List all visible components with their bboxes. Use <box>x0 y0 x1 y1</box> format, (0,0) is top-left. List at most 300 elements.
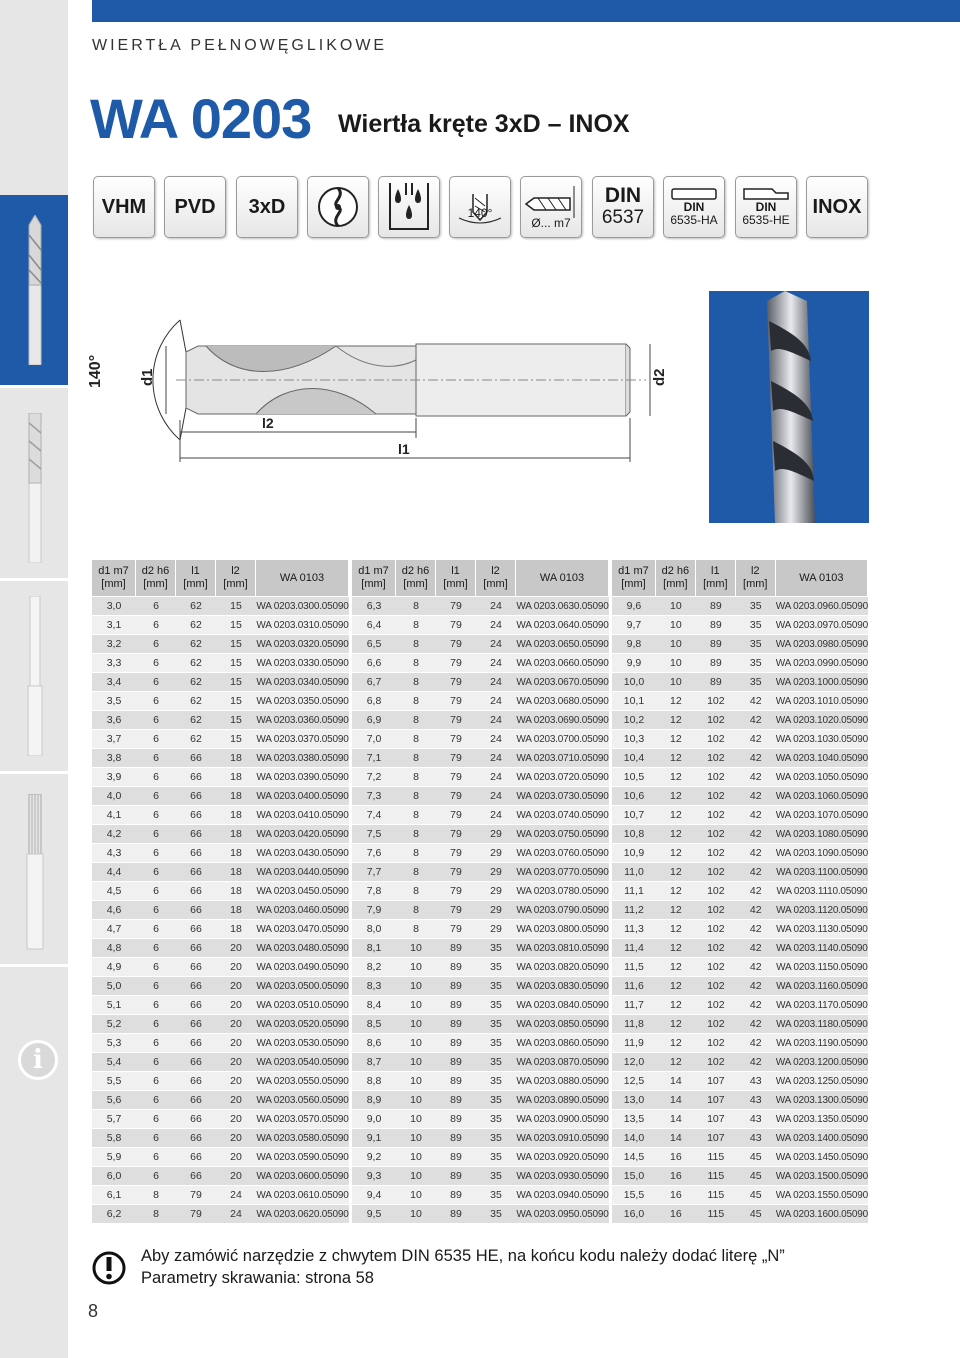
table-row <box>352 919 609 938</box>
table-row <box>612 786 868 805</box>
column-header-line1: d2 h6 <box>401 565 430 577</box>
table-cell: 14 <box>656 1109 696 1128</box>
table-row <box>92 919 349 938</box>
table-cell: 18 <box>216 900 256 919</box>
table-cell: WA 0203.0710.05090 <box>516 748 609 767</box>
table-cell: 14,5 <box>612 1147 656 1166</box>
table-cell: WA 0203.1130.05090 <box>776 919 868 938</box>
table-cell: 89 <box>436 1052 476 1071</box>
table-cell: WA 0203.1040.05090 <box>776 748 868 767</box>
table-cell: 20 <box>216 1071 256 1090</box>
table-cell: 102 <box>696 881 736 900</box>
table-cell: 102 <box>696 805 736 824</box>
table-cell: 16 <box>656 1204 696 1223</box>
table-row <box>612 1166 868 1185</box>
column-header-line2: [mm] <box>621 578 646 590</box>
table-cell: 62 <box>176 596 216 615</box>
table-cell: 20 <box>216 1033 256 1052</box>
l2-dim-label: l2 <box>262 415 274 431</box>
table-cell: 18 <box>216 881 256 900</box>
table-cell: WA 0203.0780.05090 <box>516 881 609 900</box>
table-cell: 35 <box>736 653 776 672</box>
table-cell: WA 0203.1300.05090 <box>776 1090 868 1109</box>
table-cell: 18 <box>216 786 256 805</box>
table-cell: WA 0203.1550.05090 <box>776 1185 868 1204</box>
table-cell: 6 <box>136 976 176 995</box>
table-cell: 10 <box>656 672 696 691</box>
table-cell: WA 0203.0850.05090 <box>516 1014 609 1033</box>
table-cell: WA 0203.1050.05090 <box>776 767 868 786</box>
table-cell: 6,2 <box>92 1204 136 1223</box>
table-cell: 29 <box>476 919 516 938</box>
table-cell: 10 <box>396 1033 436 1052</box>
table-cell: 35 <box>476 1109 516 1128</box>
table-cell: 29 <box>476 824 516 843</box>
table-row <box>352 748 609 767</box>
table-cell: WA 0203.1010.05090 <box>776 691 868 710</box>
table-cell: 7,9 <box>352 900 396 919</box>
table-cell: 12 <box>656 919 696 938</box>
table-cell: 6 <box>136 615 176 634</box>
table-cell: 12 <box>656 881 696 900</box>
table-cell: WA 0203.0450.05090 <box>256 881 349 900</box>
table-cell: 6 <box>136 1128 176 1147</box>
table-cell: 14 <box>656 1071 696 1090</box>
table-cell: 66 <box>176 938 216 957</box>
table-cell: 62 <box>176 691 216 710</box>
table-cell: 5,1 <box>92 995 136 1014</box>
table-cell: 15 <box>216 710 256 729</box>
feature-vhm-label: VHM <box>101 195 147 218</box>
table-cell: 10 <box>396 1071 436 1090</box>
table-row <box>352 862 609 881</box>
table-cell: 42 <box>736 900 776 919</box>
table-cell: 5,6 <box>92 1090 136 1109</box>
table-cell: WA 0203.0930.05090 <box>516 1166 609 1185</box>
feature-cross-section <box>307 176 369 238</box>
table-cell: 79 <box>436 786 476 805</box>
table-cell: 102 <box>696 900 736 919</box>
feature-point-angle <box>449 176 511 238</box>
table-cell: WA 0203.0790.05090 <box>516 900 609 919</box>
table-row <box>92 748 349 767</box>
table-cell: 6 <box>136 672 176 691</box>
table-cell: 10 <box>396 976 436 995</box>
table-cell: WA 0203.0470.05090 <box>256 919 349 938</box>
table-cell: 8 <box>396 748 436 767</box>
table-cell: 4,3 <box>92 843 136 862</box>
table-cell: 8,2 <box>352 957 396 976</box>
table-cell: 10,7 <box>612 805 656 824</box>
table-cell: 6,7 <box>352 672 396 691</box>
table-cell: 24 <box>476 634 516 653</box>
table-cell: 15 <box>216 672 256 691</box>
column-header-line1: d1 m7 <box>98 565 129 577</box>
endmill-side-icon <box>27 413 43 563</box>
table-row <box>352 1204 609 1223</box>
table-cell: 35 <box>736 596 776 615</box>
table-cell: 8,7 <box>352 1052 396 1071</box>
table-cell: 8 <box>396 691 436 710</box>
table-cell: 11,7 <box>612 995 656 1014</box>
table-cell: 4,6 <box>92 900 136 919</box>
table-cell: 35 <box>476 1204 516 1223</box>
product-subtitle: Wiertła kręte 3xD – INOX <box>338 110 630 138</box>
table-cell: 14 <box>656 1128 696 1147</box>
table-cell: WA 0203.1600.05090 <box>776 1204 868 1223</box>
column-header <box>612 560 656 596</box>
table-cell: 20 <box>216 957 256 976</box>
table-cell: 42 <box>736 976 776 995</box>
table-cell: 7,2 <box>352 767 396 786</box>
table-cell: 9,3 <box>352 1166 396 1185</box>
column-header <box>92 560 136 596</box>
table-cell: 12 <box>656 1033 696 1052</box>
table-cell: 6 <box>136 938 176 957</box>
table-cell: WA 0203.0690.05090 <box>516 710 609 729</box>
table-cell: 79 <box>436 767 476 786</box>
table-cell: 66 <box>176 900 216 919</box>
column-header-line1: l1 [mm] <box>703 565 728 590</box>
table-row <box>352 995 609 1014</box>
table-cell: 20 <box>216 1128 256 1147</box>
table-cell: 79 <box>436 710 476 729</box>
table-cell: 10 <box>396 1128 436 1147</box>
sidebar-tab-taps[interactable] <box>0 774 68 964</box>
table-cell: 5,5 <box>92 1071 136 1090</box>
table-cell: 102 <box>696 919 736 938</box>
table-cell: 42 <box>736 786 776 805</box>
table-cell: 42 <box>736 748 776 767</box>
table-cell: 42 <box>736 824 776 843</box>
table-cell: 6 <box>136 995 176 1014</box>
table-cell: WA 0203.0800.05090 <box>516 919 609 938</box>
table-cell: WA 0203.1080.05090 <box>776 824 868 843</box>
table-cell: 6 <box>136 710 176 729</box>
table-cell: WA 0203.0980.05090 <box>776 634 868 653</box>
table-cell: 8,9 <box>352 1090 396 1109</box>
table-cell: 35 <box>476 1033 516 1052</box>
table-cell: 89 <box>436 1090 476 1109</box>
table-cell: 10,3 <box>612 729 656 748</box>
table-cell: 10 <box>396 1166 436 1185</box>
table-row <box>92 1147 349 1166</box>
table-cell: WA 0203.0550.05090 <box>256 1071 349 1090</box>
column-header <box>516 560 609 596</box>
table-cell: 18 <box>216 824 256 843</box>
table-row <box>92 634 349 653</box>
table-cell: 29 <box>476 881 516 900</box>
table-cell: 6 <box>136 1090 176 1109</box>
table-cell: 5,3 <box>92 1033 136 1052</box>
table-cell: WA 0203.0740.05090 <box>516 805 609 824</box>
column-header-line1: WA 0103 <box>279 571 325 584</box>
table-cell: 43 <box>736 1071 776 1090</box>
table-cell: WA 0203.0540.05090 <box>256 1052 349 1071</box>
table-cell: WA 0203.1070.05090 <box>776 805 868 824</box>
table-cell: 35 <box>476 1147 516 1166</box>
table-cell: 12 <box>656 824 696 843</box>
table-cell: 11,9 <box>612 1033 656 1052</box>
table-cell: WA 0203.1060.05090 <box>776 786 868 805</box>
table-row <box>352 1109 609 1128</box>
table-cell: 3,9 <box>92 767 136 786</box>
table-cell: 15 <box>216 615 256 634</box>
feature-din-6537 <box>592 176 654 238</box>
table-cell: 79 <box>176 1204 216 1223</box>
table-cell: 24 <box>476 767 516 786</box>
table-cell: 12,0 <box>612 1052 656 1071</box>
table-cell: 8 <box>396 729 436 748</box>
table-cell: 14 <box>656 1090 696 1109</box>
table-cell: 10 <box>396 1204 436 1223</box>
table-cell: WA 0203.0430.05090 <box>256 843 349 862</box>
table-cell: 8 <box>396 596 436 615</box>
table-cell: 20 <box>216 1090 256 1109</box>
table-cell: WA 0203.0410.05090 <box>256 805 349 824</box>
table-cell: 66 <box>176 786 216 805</box>
feature-coolant <box>378 176 440 238</box>
table-header-row <box>92 560 349 596</box>
table-cell: 89 <box>696 634 736 653</box>
table-cell: 89 <box>436 1166 476 1185</box>
table-cell: WA 0203.1350.05090 <box>776 1109 868 1128</box>
table-cell: 102 <box>696 976 736 995</box>
table-cell: 8 <box>136 1204 176 1223</box>
table-row <box>612 919 868 938</box>
table-cell: 29 <box>476 843 516 862</box>
drill-photo-icon <box>709 291 869 523</box>
table-row <box>352 900 609 919</box>
table-row <box>92 1014 349 1033</box>
table-cell: 66 <box>176 1071 216 1090</box>
din-ha-label: DIN <box>683 200 705 214</box>
table-cell: WA 0203.0580.05090 <box>256 1128 349 1147</box>
table-row <box>92 672 349 691</box>
table-cell: 45 <box>736 1166 776 1185</box>
table-cell: 10 <box>656 615 696 634</box>
table-cell: 79 <box>436 672 476 691</box>
table-cell: 24 <box>476 615 516 634</box>
table-cell: 15 <box>216 634 256 653</box>
table-cell: 89 <box>696 653 736 672</box>
table-cell: 9,6 <box>612 596 656 615</box>
table-cell: 6 <box>136 843 176 862</box>
table-cell: 89 <box>436 1185 476 1204</box>
table-row <box>92 1204 349 1223</box>
table-row <box>612 1128 868 1147</box>
sidebar-tab-drills[interactable] <box>0 195 68 385</box>
table-cell: 20 <box>216 995 256 1014</box>
table-row <box>352 805 609 824</box>
table-cell: 8 <box>396 767 436 786</box>
table-cell: 10 <box>396 1109 436 1128</box>
sidebar-tab-reamers[interactable] <box>0 581 68 771</box>
table-row <box>92 1033 349 1052</box>
table-cell: WA 0203.0750.05090 <box>516 824 609 843</box>
table-cell: 7,4 <box>352 805 396 824</box>
table-cell: 12 <box>656 1052 696 1071</box>
table-row <box>612 1014 868 1033</box>
table-cell: 66 <box>176 1033 216 1052</box>
table-cell: 35 <box>476 1014 516 1033</box>
table-row <box>352 881 609 900</box>
table-row <box>92 1128 349 1147</box>
table-cell: 3,8 <box>92 748 136 767</box>
table-cell: 102 <box>696 843 736 862</box>
column-header-line2: [mm] <box>143 578 168 590</box>
info-icon[interactable]: i <box>18 1040 58 1080</box>
table-cell: WA 0203.0960.05090 <box>776 596 868 615</box>
din-number: 6537 <box>601 207 645 228</box>
table-cell: 10,4 <box>612 748 656 767</box>
table-cell: 102 <box>696 1033 736 1052</box>
d1-dim-label: d1 <box>139 368 156 386</box>
table-cell: 10 <box>396 938 436 957</box>
table-cell: WA 0203.0390.05090 <box>256 767 349 786</box>
table-cell: WA 0203.1170.05090 <box>776 995 868 1014</box>
table-row <box>92 938 349 957</box>
table-cell: 35 <box>476 938 516 957</box>
table-cell: WA 0203.0330.05090 <box>256 653 349 672</box>
feature-din-6535-ha <box>663 176 725 238</box>
column-header-line1: l2 [mm] <box>743 565 768 590</box>
table-cell: 8,8 <box>352 1071 396 1090</box>
table-cell: 8,3 <box>352 976 396 995</box>
table-cell: WA 0203.1000.05090 <box>776 672 868 691</box>
table-cell: 5,9 <box>92 1147 136 1166</box>
feature-inox <box>806 176 868 238</box>
table-cell: WA 0203.0880.05090 <box>516 1071 609 1090</box>
table-cell: 62 <box>176 653 216 672</box>
table-cell: 107 <box>696 1071 736 1090</box>
table-cell: 115 <box>696 1166 736 1185</box>
table-cell: 10 <box>396 1052 436 1071</box>
table-cell: WA 0203.1400.05090 <box>776 1128 868 1147</box>
table-header-row <box>352 560 609 596</box>
table-cell: 35 <box>476 1071 516 1090</box>
feature-inox-label: INOX <box>812 195 862 218</box>
table-cell: WA 0203.0660.05090 <box>516 653 609 672</box>
table-cell: WA 0203.1180.05090 <box>776 1014 868 1033</box>
table-cell: WA 0203.0420.05090 <box>256 824 349 843</box>
column-header-line1: d2 h6 <box>141 565 170 577</box>
table-cell: 79 <box>436 596 476 615</box>
table-row <box>612 1052 868 1071</box>
table-cell: 7,5 <box>352 824 396 843</box>
table-cell: 79 <box>436 748 476 767</box>
table-cell: 66 <box>176 843 216 862</box>
table-cell: WA 0203.0760.05090 <box>516 843 609 862</box>
table-cell: 8 <box>396 653 436 672</box>
table-cell: 11,4 <box>612 938 656 957</box>
table-cell: WA 0203.1450.05090 <box>776 1147 868 1166</box>
category-title: WIERTŁA PEŁNOWĘGLIKOWE <box>92 37 388 54</box>
table-cell: 43 <box>736 1109 776 1128</box>
table-cell: 8 <box>396 672 436 691</box>
table-row <box>92 862 349 881</box>
column-header <box>656 560 696 596</box>
table-cell: 10 <box>656 596 696 615</box>
table-row <box>612 957 868 976</box>
table-cell: 10 <box>396 1185 436 1204</box>
table-cell: 107 <box>696 1109 736 1128</box>
column-header-line2: [mm] <box>101 578 126 590</box>
table-cell: 62 <box>176 615 216 634</box>
table-cell: 3,7 <box>92 729 136 748</box>
table-cell: 107 <box>696 1090 736 1109</box>
table-cell: WA 0203.0380.05090 <box>256 748 349 767</box>
table-cell: WA 0203.0720.05090 <box>516 767 609 786</box>
table-cell: 62 <box>176 729 216 748</box>
table-cell: 5,0 <box>92 976 136 995</box>
table-cell: 35 <box>476 1166 516 1185</box>
table-cell: WA 0203.0340.05090 <box>256 672 349 691</box>
table-cell: 89 <box>436 1033 476 1052</box>
table-cell: 20 <box>216 1052 256 1071</box>
table-row <box>612 672 868 691</box>
table-cell: 42 <box>736 881 776 900</box>
table-cell: 89 <box>696 615 736 634</box>
d2-dim-label: d2 <box>651 368 668 386</box>
table-cell: 89 <box>436 995 476 1014</box>
table-cell: WA 0203.0400.05090 <box>256 786 349 805</box>
table-row <box>612 805 868 824</box>
table-cell: 102 <box>696 729 736 748</box>
table-row <box>92 824 349 843</box>
table-cell: 9,8 <box>612 634 656 653</box>
table-cell: WA 0203.0370.05090 <box>256 729 349 748</box>
product-code: WA 0203 <box>90 87 312 150</box>
table-cell: 12 <box>656 843 696 862</box>
column-header <box>216 560 256 596</box>
table-row <box>92 653 349 672</box>
table-cell: 11,1 <box>612 881 656 900</box>
table-row <box>612 881 868 900</box>
table-row <box>352 596 609 615</box>
table-cell: 6 <box>136 1033 176 1052</box>
table-cell: WA 0203.1250.05090 <box>776 1071 868 1090</box>
table-cell: 89 <box>436 1014 476 1033</box>
table-cell: 12 <box>656 691 696 710</box>
table-cell: 10,6 <box>612 786 656 805</box>
table-row <box>92 1090 349 1109</box>
table-cell: 8 <box>396 900 436 919</box>
table-cell: 62 <box>176 710 216 729</box>
warning-icon <box>92 1248 126 1288</box>
sidebar-tab-mills[interactable] <box>0 388 68 578</box>
table-cell: 18 <box>216 805 256 824</box>
table-cell: 11,2 <box>612 900 656 919</box>
table-cell: 9,2 <box>352 1147 396 1166</box>
table-cell: 9,0 <box>352 1109 396 1128</box>
table-cell: 42 <box>736 1052 776 1071</box>
column-header-line2: [mm] <box>663 578 688 590</box>
table-row <box>612 767 868 786</box>
table-cell: 16 <box>656 1185 696 1204</box>
column-header <box>352 560 396 596</box>
table-row <box>352 1185 609 1204</box>
table-cell: 11,5 <box>612 957 656 976</box>
table-cell: 35 <box>476 995 516 1014</box>
table-cell: 102 <box>696 691 736 710</box>
table-cell: WA 0203.0620.05090 <box>256 1204 349 1223</box>
table-cell: 10 <box>396 1014 436 1033</box>
table-row <box>612 995 868 1014</box>
data-table-2 <box>352 560 609 1223</box>
table-cell: WA 0203.0920.05090 <box>516 1147 609 1166</box>
table-cell: 89 <box>696 672 736 691</box>
